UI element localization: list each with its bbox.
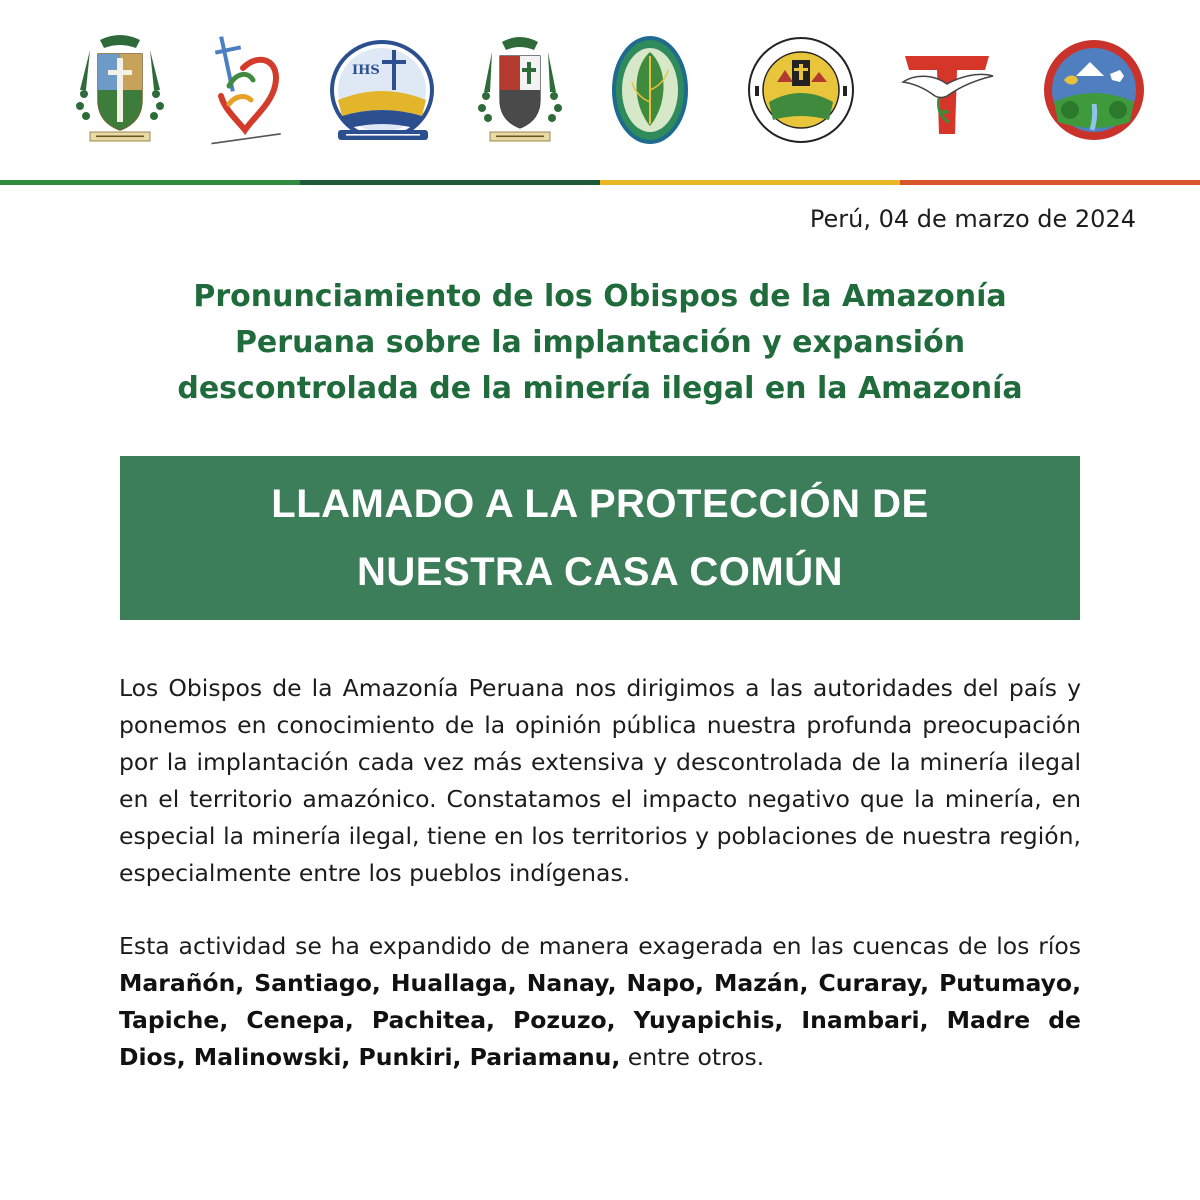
tau-dove-icon — [897, 30, 997, 150]
document-date: Perú, 04 de marzo de 2024 — [809, 205, 1136, 233]
svg-text:IHS: IHS — [352, 63, 380, 78]
amazon-leaf-seal-icon — [610, 30, 690, 150]
title-line: Peruana sobre la implantación y expansión — [234, 325, 966, 360]
banner-line: NUESTRA CASA COMÚN — [356, 550, 844, 594]
headline-banner — [120, 456, 1080, 620]
ihs-jesuit-seal-icon — [330, 30, 435, 150]
bishop-coat-of-arms-icon — [470, 30, 570, 150]
episcopal-coat-of-arms-icon — [70, 30, 170, 150]
amazon-landscape-seal-icon — [1040, 30, 1148, 150]
logo-strip — [0, 30, 1200, 155]
river-list: Marañón, Santiago, Huallaga, Nanay, Napo, Mazán, Curaray, Putumayo, Tapiche, Cenepa, Pachitea, Pozuzo, Yuyapichis, Inambari, Madre de Dios, Malinowski, Punkiri, Pariamanu, — [119, 969, 1081, 1071]
vicariato-yurimaguas-seal-icon — [745, 30, 857, 150]
title-line: Pronunciamiento de los Obispos de la Amazonía — [193, 279, 1007, 314]
cross-heart-icon — [195, 30, 295, 150]
document-title — [100, 274, 1100, 412]
paragraph-intro: Esta actividad se ha expandido de manera exagerada en las cuencas de los ríos — [119, 932, 1081, 960]
paragraph-outro: entre otros. — [620, 1043, 765, 1071]
color-stripe — [0, 180, 1200, 185]
title-line: descontrolada de la minería ilegal en la Amazonía — [177, 371, 1023, 406]
body-paragraph-1: Los Obispos de la Amazonía Peruana nos dirigimos a las autoridades del país y ponemos en conocimiento de la opinión pública nuestra profunda preocupación por la implantación cada vez más extensiva y descontrolada de la minería ilegal en el territorio amazónico. Constatamos el impacto negativo que la minería, en especial la minería ilegal, tiene en los territorios y poblaciones de nuestra región, especialmente entre los pueblos indígenas. — [119, 674, 1081, 887]
banner-line: LLAMADO A LA PROTECCIÓN DE — [271, 482, 929, 526]
body-paragraph-2 — [119, 928, 1081, 1076]
